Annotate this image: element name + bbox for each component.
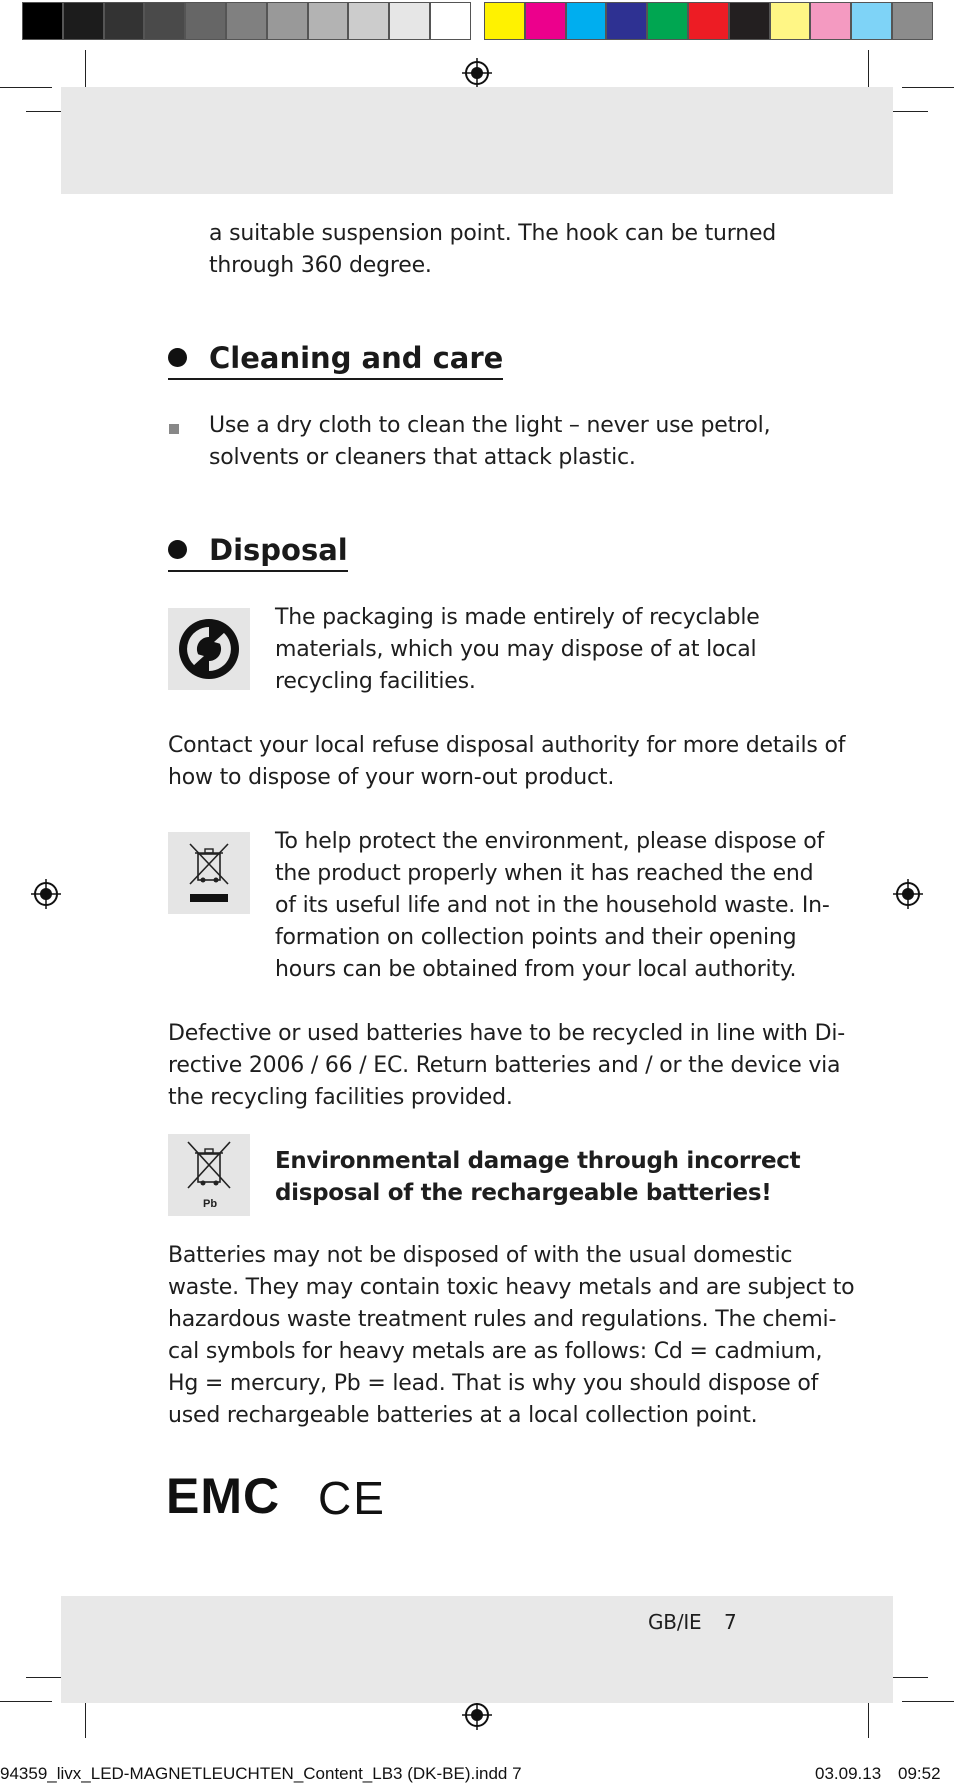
cleaning-text-line: Use a dry cloth to clean the light – never use petrol, xyxy=(209,413,771,438)
gray-swatch xyxy=(226,2,267,40)
gray-swatch xyxy=(144,2,185,40)
heavy-metals-text-line: Hg = mercury, Pb = lead. That is why you should dispose of xyxy=(168,1371,819,1396)
color-swatch xyxy=(810,2,851,40)
registration-mark-icon xyxy=(462,58,492,88)
gray-swatch xyxy=(22,2,63,40)
environment-text-line: To help protect the environment, please dispose of xyxy=(275,829,825,854)
section-heading-cleaning: Cleaning and care xyxy=(168,338,503,380)
environment-text-line: formation on collection points and their opening xyxy=(275,925,797,950)
gray-swatch xyxy=(104,2,145,40)
cleaning-text-line: solvents or cleaners that attack plastic. xyxy=(209,445,636,470)
color-swatch xyxy=(688,2,729,40)
pb-label: Pb xyxy=(203,1198,218,1210)
batteries-text-line: Defective or used batteries have to be recycled in line with Di- xyxy=(168,1021,845,1046)
gray-swatch xyxy=(430,2,471,40)
color-swatch xyxy=(606,2,647,40)
crop-mark xyxy=(0,87,52,88)
color-swatch xyxy=(770,2,811,40)
ce-mark: CE xyxy=(318,1472,386,1524)
warning-heading-line: Environmental damage through incorrect xyxy=(275,1148,801,1174)
gray-swatch xyxy=(308,2,349,40)
environment-text-line: of its useful life and not in the household waste. In- xyxy=(275,893,830,918)
crop-mark xyxy=(902,87,954,88)
page-number: 7 xyxy=(724,1610,737,1634)
contact-text-line: Contact your local refuse disposal authority for more details of xyxy=(168,733,846,758)
crop-mark xyxy=(902,1701,954,1702)
packaging-text-line: The packaging is made entirely of recyclable xyxy=(275,605,760,630)
intro-text-line: through 360 degree. xyxy=(209,253,432,278)
contact-text-line: how to dispose of your worn-out product. xyxy=(168,765,615,790)
heavy-metals-text-line: cal symbols for heavy metals are as follows: Cd = cadmium, xyxy=(168,1339,823,1364)
intro-text-line: a suitable suspension point. The hook can be turned xyxy=(209,221,777,246)
registration-mark-icon xyxy=(31,879,61,909)
batteries-text-line: rective 2006 / 66 / EC. Return batteries and / or the device via xyxy=(168,1053,841,1078)
slug-date: 03.09.13 xyxy=(815,1764,882,1783)
color-swatch xyxy=(484,2,525,40)
registration-mark-icon xyxy=(462,1700,492,1730)
heavy-metals-text-line: hazardous waste treatment rules and regulations. The chemi- xyxy=(168,1307,837,1332)
batteries-text-line: the recycling facilities provided. xyxy=(168,1085,513,1110)
gray-swatch xyxy=(267,2,308,40)
registration-mark-icon xyxy=(893,879,923,909)
header-band xyxy=(61,87,893,194)
footer-band xyxy=(61,1596,893,1703)
color-swatch xyxy=(525,2,566,40)
color-swatch xyxy=(729,2,770,40)
slug-time: 09:52 xyxy=(898,1764,941,1783)
heavy-metals-text-line: waste. They may contain toxic heavy metals and are subject to xyxy=(168,1275,855,1300)
heavy-metals-text-line: used rechargeable batteries at a local collection point. xyxy=(168,1403,758,1428)
environment-text-line: hours can be obtained from your local authority. xyxy=(275,957,797,982)
packaging-text-line: materials, which you may dispose of at local xyxy=(275,637,757,662)
warning-heading-line: disposal of the rechargeable batteries! xyxy=(275,1180,772,1206)
environment-text-line: the product properly when it has reached the end xyxy=(275,861,814,886)
color-swatch xyxy=(647,2,688,40)
emc-mark: EMC xyxy=(166,1468,281,1524)
section-heading-disposal: Disposal xyxy=(168,530,348,572)
gray-swatch xyxy=(63,2,104,40)
color-swatch xyxy=(566,2,607,40)
footer-locale: GB/IE xyxy=(648,1610,702,1634)
heavy-metals-text-line: Batteries may not be disposed of with the usual domestic xyxy=(168,1243,793,1268)
list-bullet-icon xyxy=(169,424,179,434)
color-swatch xyxy=(892,2,933,40)
green-dot-recycling-icon xyxy=(168,608,250,690)
slug-filename: 94359_livx_LED-MAGNETLEUCHTEN_Content_LB3 (DK-BE).indd 7 xyxy=(0,1764,522,1783)
crop-mark xyxy=(0,1701,52,1702)
gray-swatch xyxy=(185,2,226,40)
gray-swatch xyxy=(348,2,389,40)
packaging-text-line: recycling facilities. xyxy=(275,669,476,694)
color-swatch xyxy=(851,2,892,40)
crossed-out-bin-icon xyxy=(168,832,250,914)
gray-swatch xyxy=(389,2,430,40)
